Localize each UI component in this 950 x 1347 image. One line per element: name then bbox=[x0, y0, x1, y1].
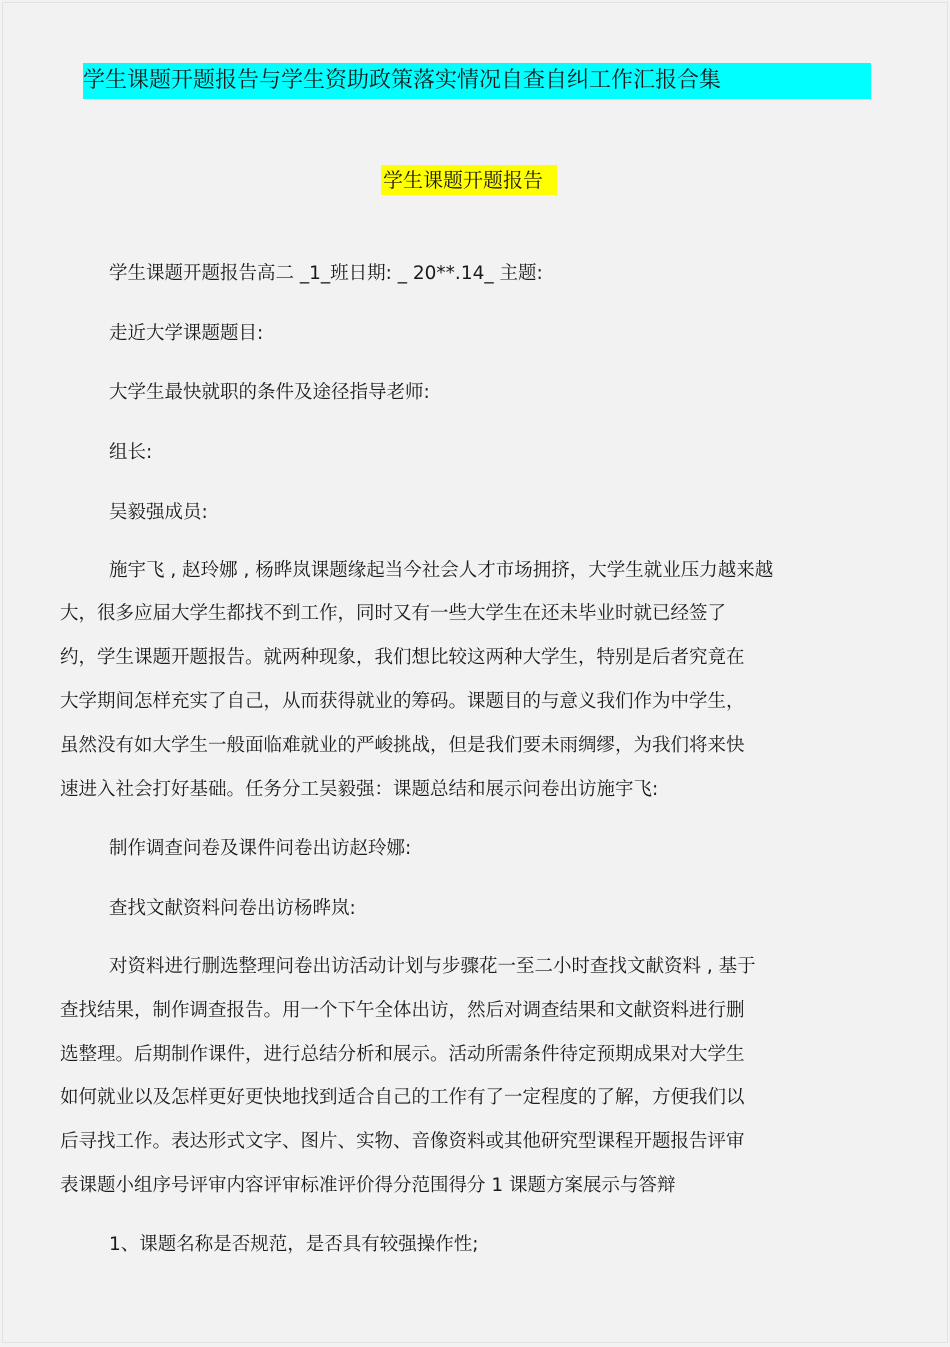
paragraph-line: 表课题小组序号评审内容评审标准评价得分范围得分 1 课题方案展示与答辩 bbox=[60, 1175, 676, 1196]
paragraph-line: 选整理。后期制作课件，进行总结分析和展示。活动所需条件待定预期成果对大学生 bbox=[60, 1044, 745, 1065]
paragraph-line: 制作调查问卷及课件问卷出访赵玲娜: bbox=[109, 838, 412, 859]
paragraph-line: 走近大学课题题目: bbox=[109, 323, 264, 344]
paragraph-line: 大，很多应届大学生都找不到工作，同时又有一些大学生在还未毕业时就已经签了 bbox=[60, 603, 727, 624]
paragraph-line: 大学期间怎样充实了自己，从而获得就业的筹码。课题目的与意义我们作为中学生， bbox=[60, 691, 745, 712]
paragraph-line: 施宇飞 , 赵玲娜 , 杨晔岚课题缘起当今社会人才市场拥挤，大学生就业压力越来越 bbox=[109, 560, 774, 581]
paragraph-line: 如何就业以及怎样更好更快地找到适合自己的工作有了一定程度的了解，方便我们以 bbox=[60, 1087, 745, 1108]
section-title: 学生课题开题报告 bbox=[381, 165, 557, 195]
paragraph-line: 速进入社会打好基础。任务分工吴毅强：课题总结和展示问卷出访施宇飞: bbox=[60, 779, 659, 800]
paragraph-line: 大学生最快就职的条件及途径指导老师: bbox=[109, 382, 430, 403]
paragraph-line: 1、课题名称是否规范，是否具有较强操作性; bbox=[109, 1234, 479, 1255]
paragraph-line: 吴毅强成员: bbox=[109, 502, 208, 523]
document-title: 学生课题开题报告与学生资助政策落实情况自查自纠工作汇报合集 bbox=[83, 63, 871, 99]
paragraph-line: 对资料进行删选整理问卷出访活动计划与步骤花一至二小时查找文献资料 , 基于 bbox=[109, 956, 756, 977]
paragraph-line: 查找结果，制作调查报告。用一个下午全体出访，然后对调查结果和文献资料进行删 bbox=[60, 1000, 745, 1021]
paragraph-line: 虽然没有如大学生一般面临难就业的严峻挑战，但是我们要未雨绸缪，为我们将来快 bbox=[60, 735, 745, 756]
paragraph-line: 查找文献资料问卷出访杨晔岚: bbox=[109, 898, 356, 919]
paragraph-line: 后寻找工作。表达形式文字、图片、实物、音像资料或其他研究型课程开题报告评审 bbox=[60, 1131, 745, 1152]
paragraph-line: 约，学生课题开题报告。就两种现象，我们想比较这两种大学生，特别是后者究竟在 bbox=[60, 647, 745, 668]
document-page bbox=[2, 2, 948, 1343]
paragraph-line: 组长: bbox=[109, 442, 153, 463]
paragraph-line: 学生课题开题报告高二 _1_班日期: _ 20**.14_ 主题: bbox=[109, 263, 543, 284]
